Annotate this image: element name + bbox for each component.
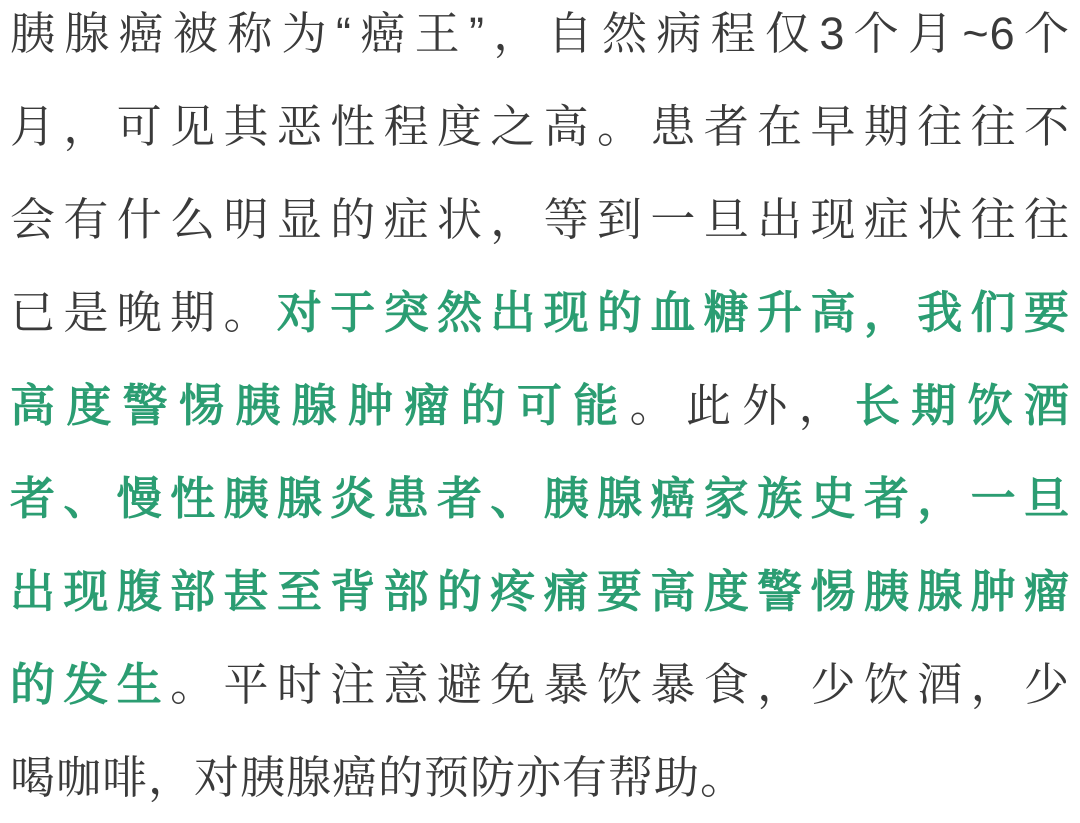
highlighted-text-segment: 出现腹部甚至背部的疼痛要高度警惕胰腺肿瘤 xyxy=(10,566,1070,617)
text-segment: 胰腺癌被称为“癌王”，自然病程仅3个月~6个 xyxy=(10,8,1070,59)
text-segment: 会有什么明显的症状，等到一旦出现症状往往 xyxy=(10,194,1070,245)
paragraph-line xyxy=(10,0,1070,80)
paragraph-line xyxy=(10,452,1070,545)
text-segment: 喝咖啡，对胰腺癌的预防亦有帮助。 xyxy=(10,752,747,803)
highlighted-text-segment: 的发生 xyxy=(10,659,171,710)
highlighted-text-segment: 高度警惕胰腺肿瘤的可能 xyxy=(10,380,630,431)
paragraph-line xyxy=(10,173,1070,266)
highlighted-text-segment: 者、慢性胰腺炎患者、胰腺癌家族史者，一旦 xyxy=(10,473,1070,524)
text-segment: 月，可见其恶性程度之高。患者在早期往往不 xyxy=(10,101,1070,152)
paragraph-line xyxy=(10,359,1070,452)
paragraph-line xyxy=(10,266,1070,359)
highlighted-text-segment: 对于突然出现的血糖升高，我们要 xyxy=(276,287,1070,338)
text-segment: 已是晚期。 xyxy=(10,287,277,338)
paragraph-line xyxy=(10,80,1070,173)
text-segment: 。此外， xyxy=(629,380,855,431)
paragraph-line xyxy=(10,638,1070,731)
text-segment: 。平时注意避免暴饮暴食，少饮酒，少 xyxy=(170,659,1070,710)
paragraph xyxy=(10,0,1070,823)
highlighted-text-segment: 长期饮酒 xyxy=(854,380,1070,431)
paragraph-line xyxy=(10,731,1070,823)
paragraph-line xyxy=(10,545,1070,638)
